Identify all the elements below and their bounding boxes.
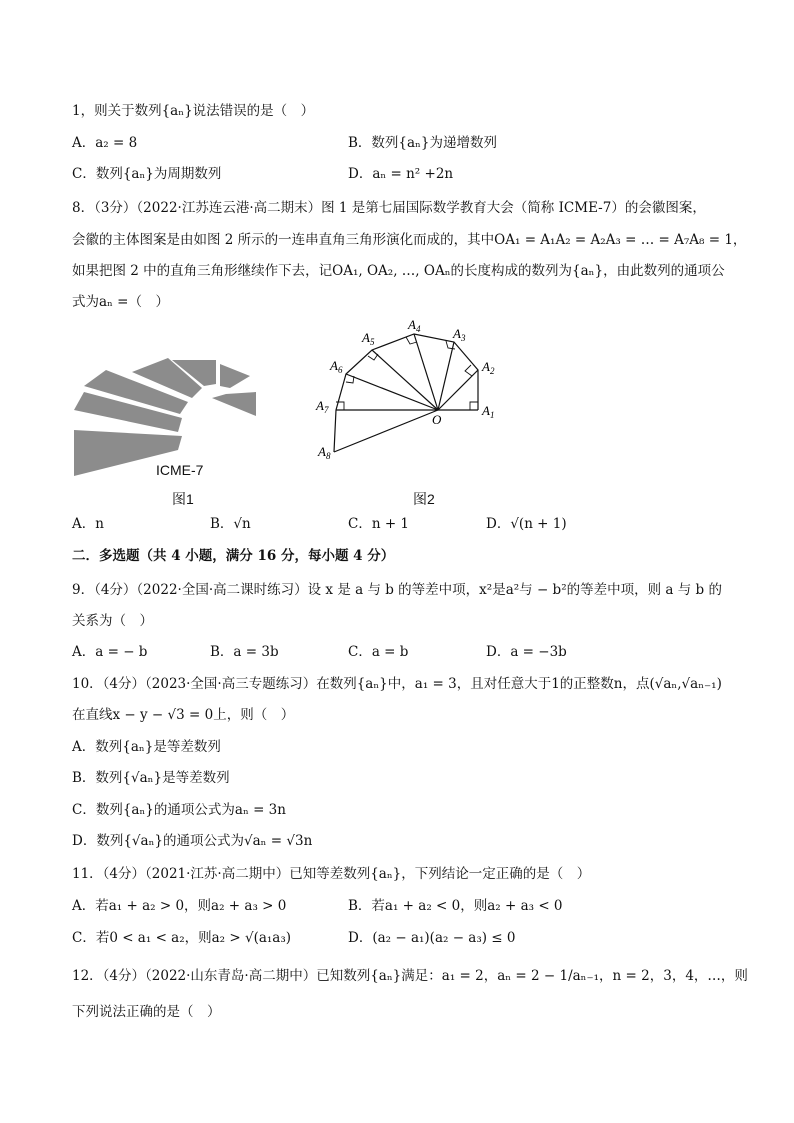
q7-option-d[interactable]: D．aₙ = n² +2n: [348, 166, 454, 182]
icme7-emblem-figure: [70, 358, 270, 508]
point-a4: $A_4$: [408, 318, 421, 334]
section-heading: 二．多选题（共 4 小题，满分 16 分，每小题 4 分）: [72, 548, 395, 564]
q11-option-c[interactable]: C．若0 < a₁ < a₂，则a₂ > √(a₁a₃): [72, 930, 292, 946]
point-o: O: [432, 412, 442, 427]
q7-option-a[interactable]: A．a₂ = 8: [72, 135, 138, 151]
q10-option-a[interactable]: A．数列{aₙ}是等差数列: [72, 739, 221, 755]
q8-option-b[interactable]: B．√n: [210, 516, 251, 532]
q9-option-d[interactable]: D．a = −3b: [486, 644, 567, 660]
q8-line4: 式为aₙ =（ ）: [72, 294, 169, 310]
q8-option-a[interactable]: A．n: [72, 516, 104, 532]
right-triangle-spiral-figure: [310, 318, 510, 466]
q10-option-d[interactable]: D．数列{√aₙ}的通项公式为√aₙ = √3n: [72, 833, 313, 849]
q9-line1: 9．（4分）（2022·全国·高二课时练习）设 x 是 a 与 b 的等差中项，x²是a²与 − b²的等差中项，则 a 与 b 的: [72, 582, 722, 598]
q9-option-a[interactable]: A．a = − b: [72, 644, 148, 660]
emblem-triangle-6: [220, 364, 250, 388]
q11-option-d[interactable]: D．(a₂ − a₁)(a₂ − a₃) ≤ 0: [348, 930, 516, 946]
q12-line2: 下列说法正确的是（ ）: [72, 1004, 221, 1020]
point-a5: $A_5$: [362, 330, 375, 347]
q9-option-c[interactable]: C．a = b: [348, 644, 409, 660]
q7-option-c[interactable]: C．数列{aₙ}为周期数列: [72, 166, 222, 182]
q10-line1: 10．（4分）（2023·全国·高三专题练习）在数列{aₙ}中，a₁ = 3，且对任意大于1的正整数n，点(√aₙ,√aₙ₋₁): [72, 676, 722, 692]
fig2-caption: 图2: [413, 491, 435, 507]
fig1-label: ICME-7: [156, 462, 204, 478]
emblem-triangle-7: [212, 392, 256, 416]
point-a3: $A_3$: [453, 326, 466, 343]
fig1-caption: 图1: [172, 491, 194, 507]
q10-line2: 在直线x − y − √3 = 0上，则（ ）: [72, 707, 295, 723]
q11-option-a[interactable]: A．若a₁ + a₂ > 0，则a₂ + a₃ > 0: [72, 898, 287, 914]
q10-option-b[interactable]: B．数列{√aₙ}是等差数列: [72, 770, 230, 786]
q8-line3: 如果把图 2 中的直角三角形继续作下去，记OA₁, OA₂, …, OAₙ的长度构成的数列为{aₙ}，由此数列的通项公: [72, 263, 725, 279]
point-a7: $A_7$: [316, 398, 329, 415]
q12-line1: 12．（4分）（2022·山东青岛·高二期中）已知数列{aₙ}满足：a₁ = 2，aₙ = 2 − 1/aₙ₋₁，n = 2，3，4，…，则: [72, 968, 748, 984]
q11-line1: 11．（4分）（2021·江苏·高二期中）已知等差数列{aₙ}，下列结论一定正确的是（ ）: [72, 866, 591, 882]
q8-option-d[interactable]: D．√(n + 1): [486, 516, 567, 532]
q8-line2: 会徽的主体图案是由如图 2 所示的一连串直角三角形演化而成的，其中OA₁ = A₁A₂ = A₂A₃ = … = A₇A₈ = 1，: [72, 232, 747, 248]
q9-option-b[interactable]: B．a = 3b: [210, 644, 279, 660]
q7-option-b[interactable]: B．数列{aₙ}为递增数列: [348, 135, 497, 151]
q10-option-c[interactable]: C．数列{aₙ}的通项公式为aₙ = 3n: [72, 802, 286, 818]
point-a2: $A_2$: [482, 359, 495, 376]
point-a1: $A_1$: [482, 403, 495, 420]
point-a8: $A_8$: [318, 444, 331, 461]
q9-line2: 关系为（ ）: [72, 613, 153, 629]
point-a6: $A_6$: [330, 358, 343, 375]
q8-option-c[interactable]: C．n + 1: [348, 516, 410, 532]
q11-option-b[interactable]: B．若a₁ + a₂ < 0，则a₂ + a₃ < 0: [348, 898, 563, 914]
q7-stem: 1，则关于数列{aₙ}说法错误的是（ ）: [72, 103, 315, 119]
q8-line1: 8．（3分）（2022·江苏连云港·高二期末）图 1 是第七届国际数学教育大会（简称 ICME-7）的会徽图案，: [72, 200, 706, 216]
